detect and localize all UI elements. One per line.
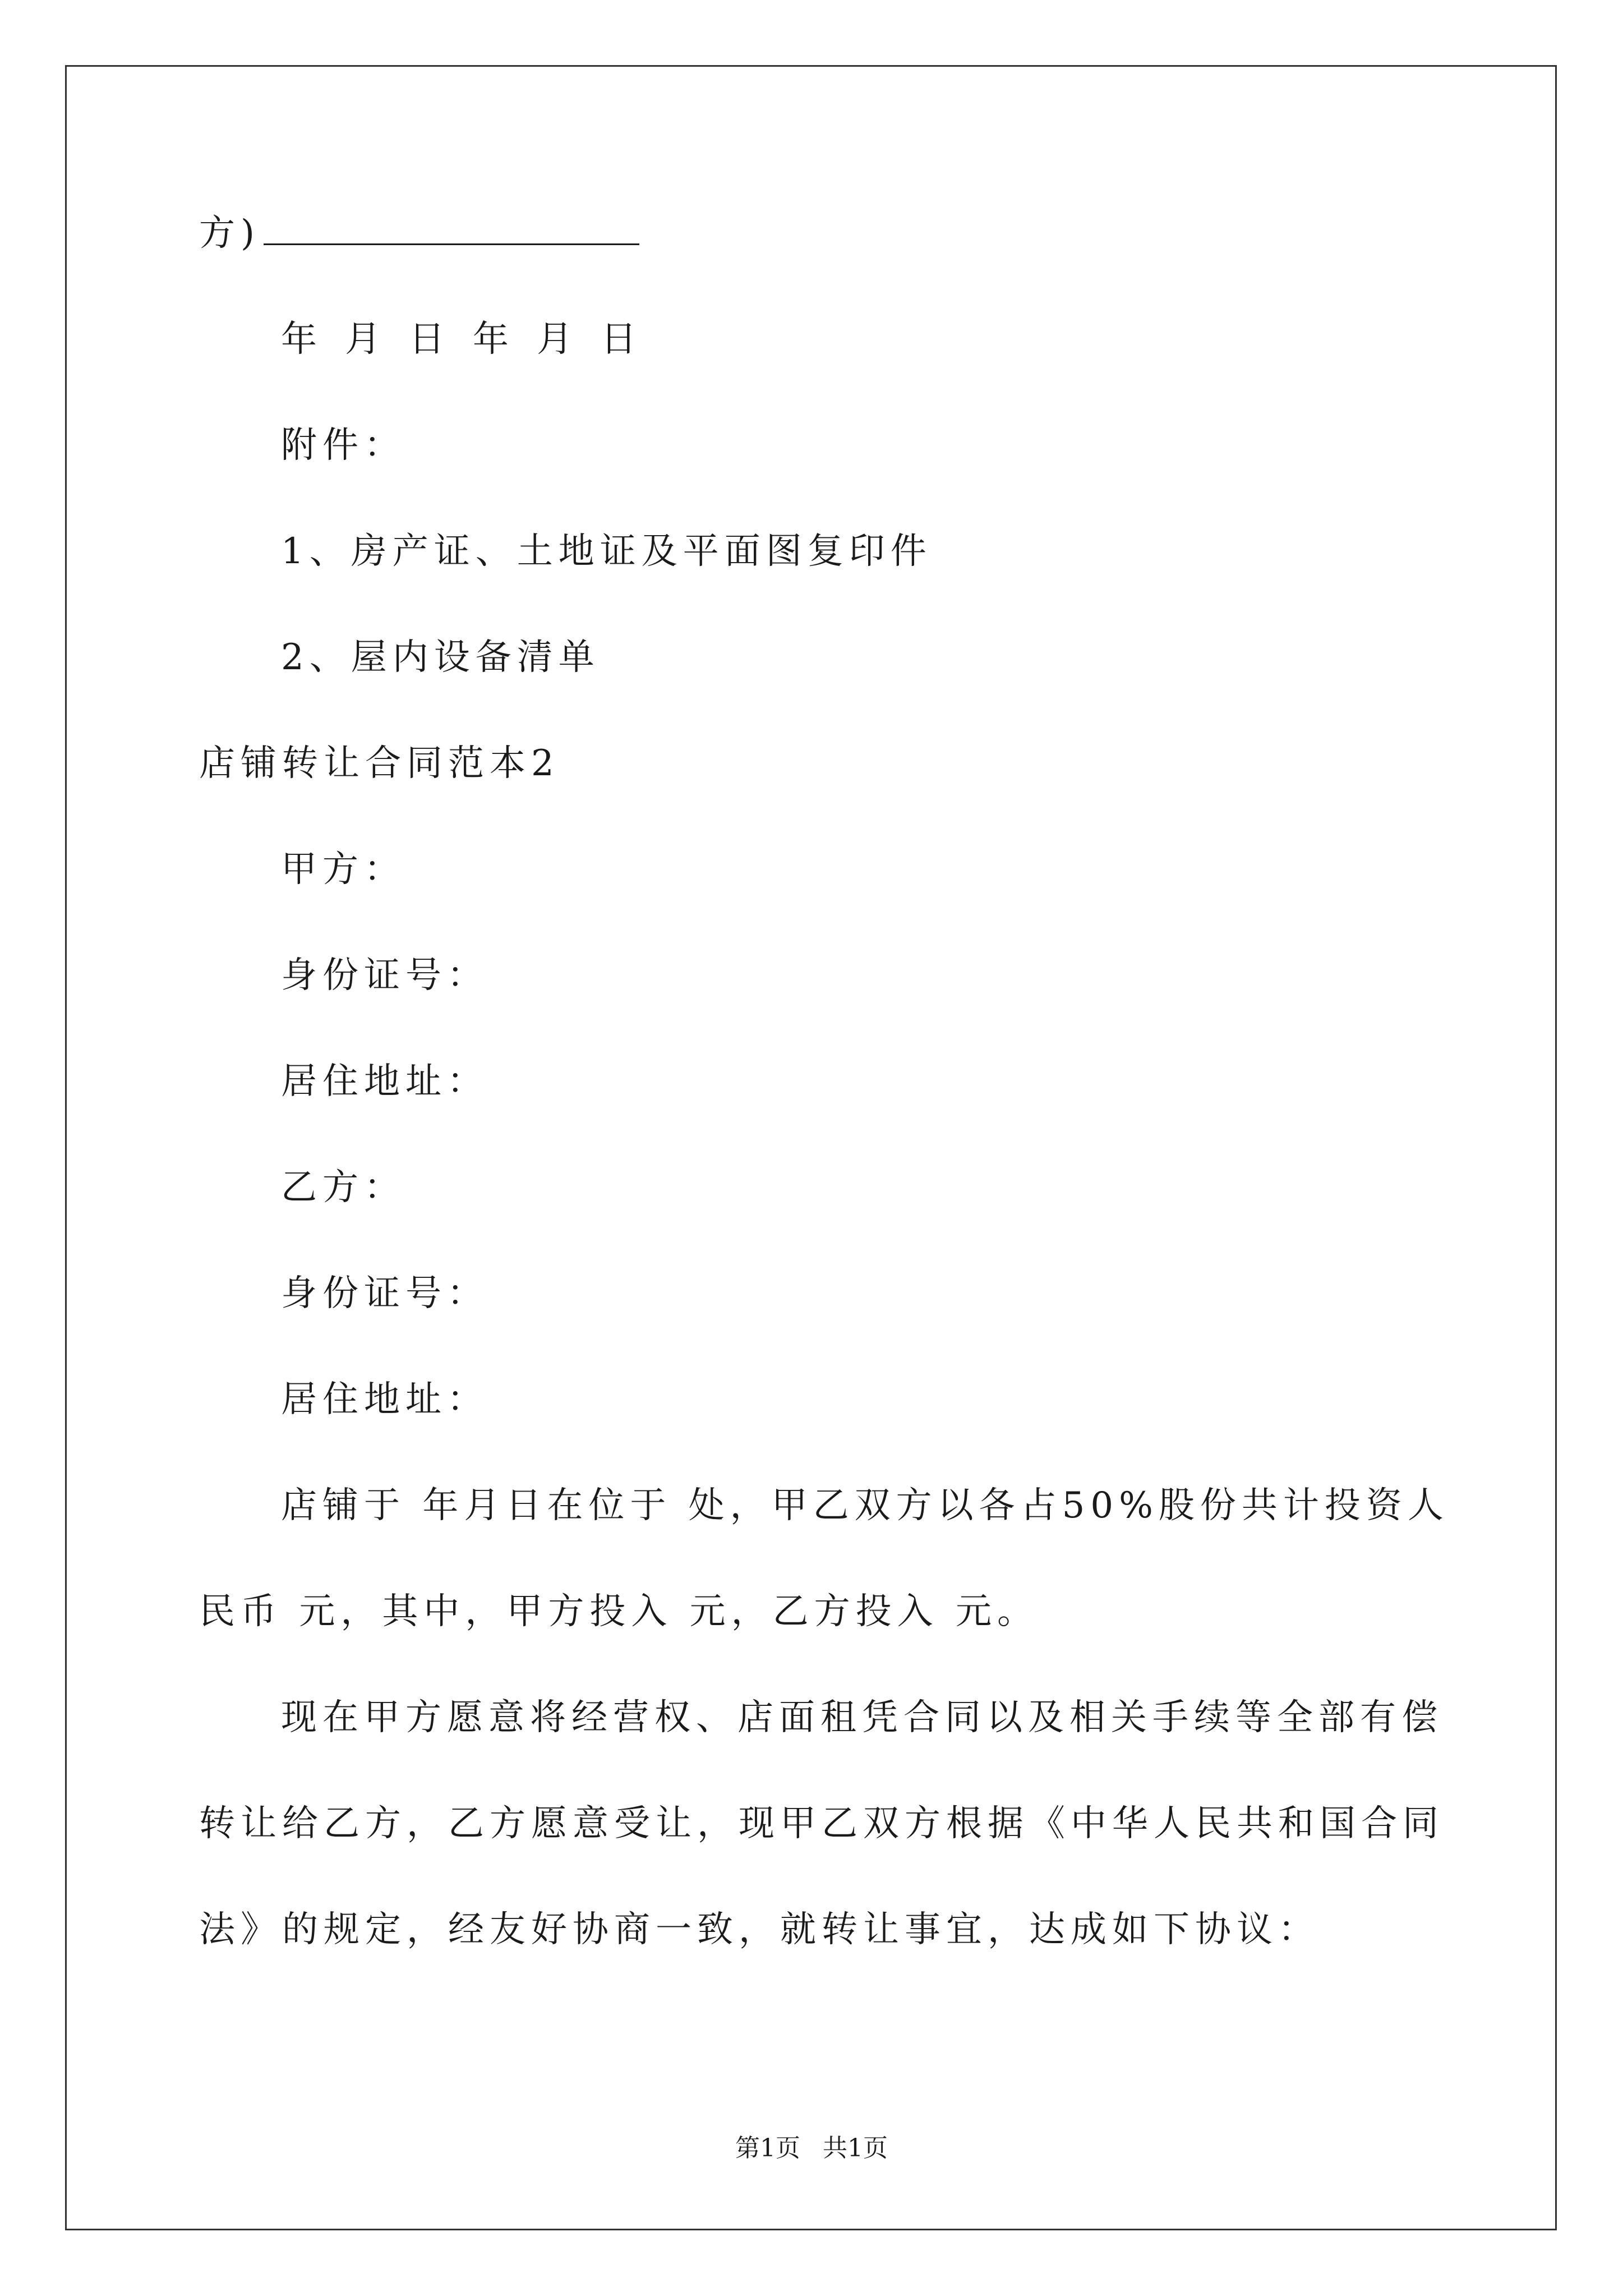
party-a-id-label: 身份证号：: [281, 955, 488, 996]
date-year-1: 年: [281, 319, 322, 360]
paragraph-investment: [199, 1480, 1449, 1637]
section-title: 店铺转让合同范本2: [199, 743, 560, 784]
paragraph-line: 店铺于 年月日在位于 处，甲乙双方以各占50%股份共计投资人: [281, 1485, 1449, 1526]
party-signature-line: [199, 208, 1433, 259]
date-month-2: 月: [537, 319, 578, 360]
party-tail-text: 方): [199, 213, 260, 254]
page-footer: [0, 2132, 1623, 2165]
party-b-address-label: 居住地址：: [281, 1379, 488, 1420]
document-body: [199, 208, 1449, 2010]
attachments-heading: 附件：: [281, 425, 405, 466]
date-year-2: 年: [473, 319, 514, 360]
paragraph-line: 民币 元，其中，甲方投入 元，乙方投入 元。: [199, 1591, 1039, 1632]
attachment-item-1: 1、房产证、土地证及平面图复印件: [281, 531, 932, 572]
date-day-1: 日: [409, 319, 450, 360]
paragraph-line: 现在甲方愿意将经营权、店面租凭合同以及相关手续等全部有偿: [281, 1697, 1443, 1738]
date-month-1: 月: [345, 319, 386, 360]
party-b-id-label: 身份证号：: [281, 1273, 488, 1314]
date-row: [199, 314, 1433, 365]
page-number: 第1页: [735, 2134, 800, 2162]
attachment-item-2: 2、屋内设备清单: [281, 637, 600, 678]
party-a-label: 甲方：: [281, 849, 405, 890]
party-b-label: 乙方：: [281, 1167, 405, 1208]
party-a-address-label: 居住地址：: [281, 1061, 488, 1102]
signature-blank: [264, 210, 639, 245]
paragraph-transfer: [199, 1692, 1444, 1955]
paragraph-line: 转让给乙方，乙方愿意受让，现甲乙双方根据《中华人民共和国合同: [199, 1803, 1444, 1844]
date-day-2: 日: [601, 319, 642, 360]
page-total: 共1页: [823, 2134, 888, 2162]
paragraph-line: 法》的规定，经友好协商一致，就转让事宜，达成如下协议：: [199, 1909, 1320, 1950]
